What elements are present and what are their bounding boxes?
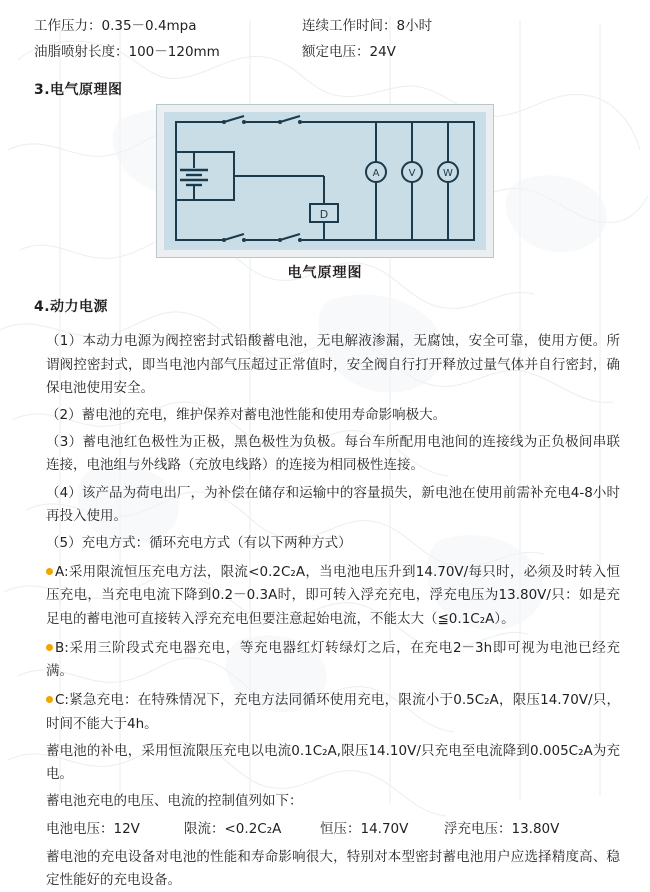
bullet-dot-icon — [46, 696, 53, 703]
spec-rated-voltage: 额定电压：24V — [302, 43, 396, 60]
spec-working-pressure: 工作压力：0.35－0.4mpa — [34, 18, 197, 34]
spec-continuous-time: 连续工作时间：8小时 — [302, 18, 433, 34]
paragraph-4: （4）该产品为荷电出厂，为补偿在储存和运输中的容量损失，新电池在使用前需补充电4-8小时再投入使用。 — [46, 484, 620, 524]
value-constant-voltage: 恒压：14.70V — [320, 821, 409, 838]
paragraph-3: （3）蓄电池红色极性为正极，黑色极性为负极。每台车所配用电池间的连接线为正负极间串联连接，电池组与外线路（充放电线路）的连接为相同极性连接。 — [46, 434, 620, 474]
value-float-voltage: 浮充电压：13.80V — [444, 821, 560, 838]
bullet-text-c: C:紧急充电：在特殊情况下，充电方法同循环使用充电，限流小于0.5C₂A，限压14.70V/只，时间不能大于4h。 — [46, 692, 620, 732]
bullet-text-a: A:采用限流恒压充电方法，限流<0.2C₂A，当电池电压升到14.70V/每只时，必须及时转入恒压充电，当充电电流下降到0.2－0.3A时，即可转入浮充充电，浮充电压为13.80V/只：如是充足电的蓄电池可直接转入浮充充电但要注意起始电流，不能太大（≦0.1C₂A）。 — [46, 564, 620, 627]
paragraph-5: （5）充电方式：循环充电方式（有以下两种方式） — [46, 535, 352, 552]
bullet-item-b — [32, 637, 620, 683]
control-values-row — [32, 818, 620, 841]
body-content — [0, 322, 650, 892]
bullet-dot-icon — [46, 568, 53, 575]
paragraph-2: （2）蓄电池的充电，维护保养对蓄电池性能和使用寿命影响极大。 — [46, 406, 447, 423]
paragraph-1: （1）本动力电源为阀控密封式铅酸蓄电池，无电解液渗漏，无腐蚀，安全可靠，使用方便。所谓阀控密封式，即当电池内部气压超过正常值时，安全阀自行打开释放过量气体并自行密封，确保电池使用安全。 — [46, 333, 620, 396]
diagram-caption: 电气原理图 — [287, 265, 363, 282]
circuit-diagram-frame — [157, 105, 493, 257]
spec-row — [34, 40, 616, 66]
bullet-text-b: B:采用三阶段式充电器充电，等充电器红灯转绿灯之后，在充电2－3h即可视为电池已经充满。 — [46, 639, 620, 680]
svg-text:W: W — [443, 168, 453, 180]
spec-row — [34, 14, 616, 40]
tail-paragraph-1: 蓄电池的补电，采用恒流限压充电以电流0.1C₂A,限压14.10V/只充电至电流降到0.005C₂A为充电。 — [46, 742, 620, 782]
tail-paragraph-2: 蓄电池充电的电压、电流的控制值列如下： — [46, 793, 303, 810]
section-heading-diagram: 3.电气原理图 — [34, 82, 123, 99]
spec-list — [0, 0, 650, 65]
svg-text:D: D — [319, 208, 329, 222]
bullet-item-a — [32, 561, 620, 631]
section-heading-power: 4.动力电源 — [34, 299, 109, 316]
svg-text:V: V — [408, 168, 416, 180]
bullet-item-c — [32, 689, 620, 735]
circuit-diagram-block — [157, 105, 493, 282]
circuit-diagram-svg — [164, 112, 486, 250]
svg-text:A: A — [372, 168, 380, 180]
bullet-dot-icon — [46, 644, 53, 651]
value-battery-voltage: 电池电压：12V — [46, 821, 140, 838]
value-current-limit: 限流：<0.2C₂A — [184, 821, 282, 838]
spec-spray-length: 油脂喷射长度：100－120mm — [34, 43, 220, 60]
closing-paragraph: 蓄电池的充电设备对电池的性能和寿命影响很大，特别对本型密封蓄电池用户应选择精度高、稳定性能好的充电设备。 — [46, 848, 620, 888]
